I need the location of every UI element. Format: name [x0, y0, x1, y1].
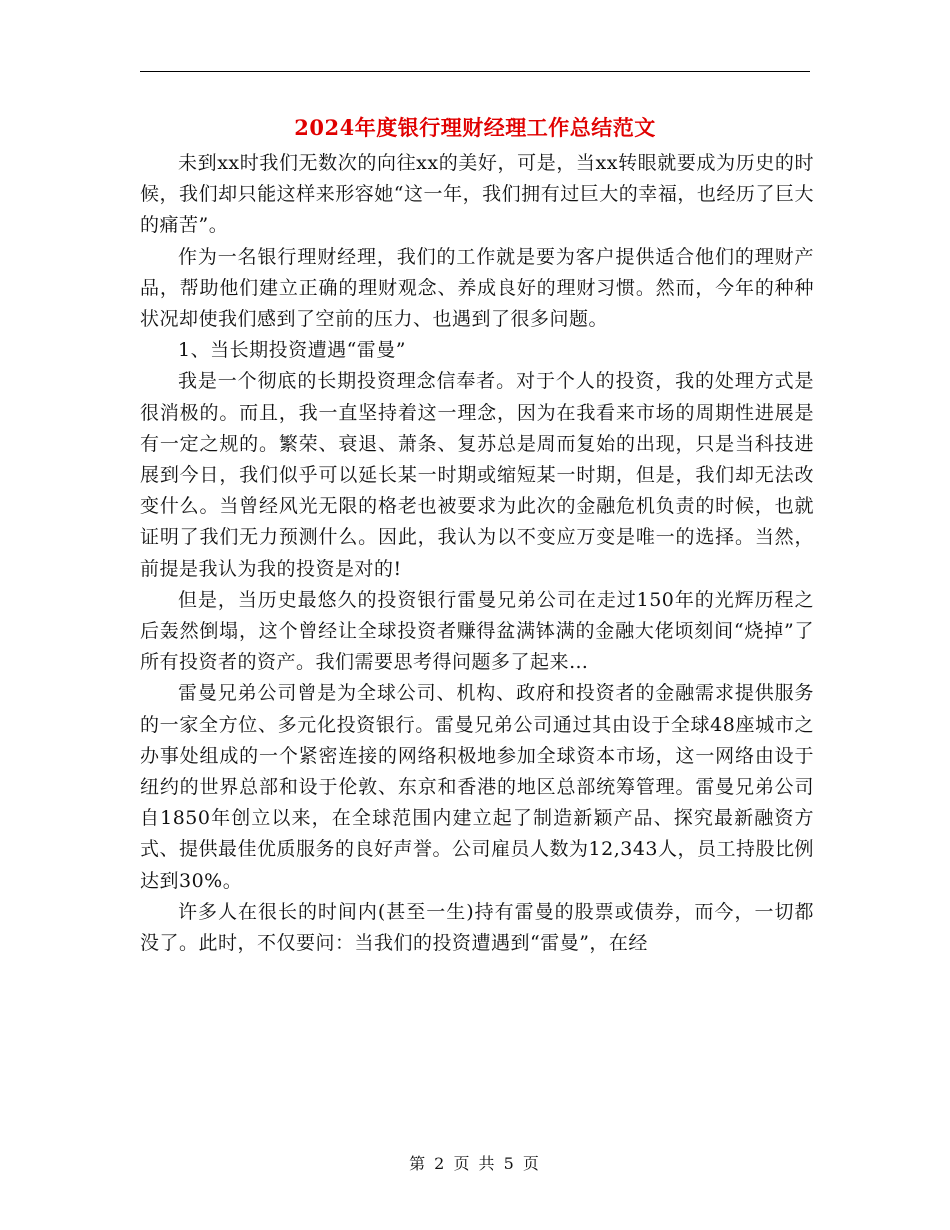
paragraph-holders: 许多人在很长的时间内(甚至一生)持有雷曼的股票或债券，而今，一切都没了。此时，不仅要问：当我们的投资遭遇到“雷曼”，在经 [140, 900, 814, 955]
paragraph-lehman-profile: 雷曼兄弟公司曾是为全球公司、机构、政府和投资者的金融需求提供服务的一家全方位、多元化投资银行。雷曼兄弟公司通过其由设于全球48座城市之办事处组成的一个紧密连接的网络积极地参加全球资本市场，这一网络由设于纽约的世界总部和设于伦敦、东京和香港的地区总部统筹管理。雷曼兄弟公司自1850年创立以来，在全球范围内建立起了制造新颖产品、探究最新融资方式、提供最佳优质服务的良好声誉。公司雇员人数为12,343人，员工持股比例达到30%。 [140, 682, 814, 892]
header-rule [140, 71, 810, 72]
paragraph-lehman-collapse: 但是，当历史最悠久的投资银行雷曼兄弟公司在走过150年的光辉历程之后轰然倒塌，这个曾经让全球投资者赚得盆满钵满的金融大佬顷刻间“烧掉”了所有投资者的资产。我们需要思考得问题多了起来… [140, 588, 814, 674]
section-heading: 1、当长期投资遭遇“雷曼” [178, 339, 407, 362]
document-body [140, 148, 814, 959]
paragraph-intro: 未到xx时我们无数次的向往xx的美好，可是，当xx转眼就要成为历史的时候，我们却只能这样来形容她“这一年，我们拥有过巨大的幸福，也经历了巨大的痛苦”。 [140, 152, 814, 237]
document-title: 2024年度银行理财经理工作总结范文 [294, 115, 656, 140]
page-footer: 第 2 页 共 5 页 [409, 1154, 541, 1173]
paragraph-role: 作为一名银行理财经理，我们的工作就是要为客户提供适合他们的理财产品，帮助他们建立正确的理财观念、养成良好的理财习惯。然而，今年的种种状况却使我们感到了空前的压力、也遇到了很多问题。 [140, 245, 814, 331]
paragraph-long-term: 我是一个彻底的长期投资理念信奉者。对于个人的投资，我的处理方式是很消极的。而且，我一直坚持着这一理念，因为在我看来市场的周期性进展是有一定之规的。繁荣、衰退、萧条、复苏总是周而复始的出现，只是当科技进展到今日，我们似乎可以延长某一时期或缩短某一时期，但是，我们却无法改变什么。当曾经风光无限的格老也被要求为此次的金融危机负责的时候，也就证明了我们无力预测什么。因此，我认为以不变应万变是唯一的选择。当然，前提是我认为我的投资是对的! [140, 370, 814, 580]
